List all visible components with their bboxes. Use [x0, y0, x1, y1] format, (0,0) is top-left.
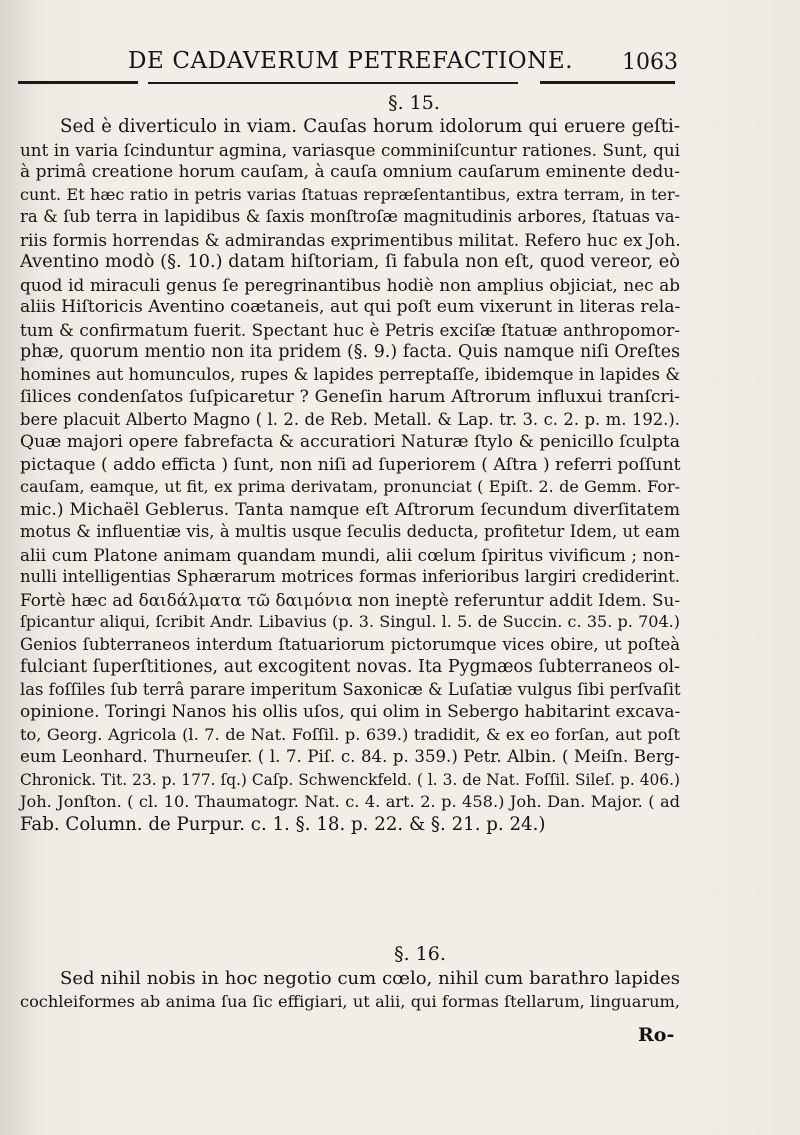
section-15-text	[20, 116, 680, 836]
text-line: bere placuit Alberto Magno ( l. 2. de Reb. Metall. & Lap. tr. 3. c. 2. p. m. 192.).	[20, 409, 680, 429]
page-number: 1063	[622, 50, 678, 75]
text-line: ſilices condenſatos ſuſpicaretur ? Geneſin harum Aſtrorum influxui tranſcri-	[20, 387, 680, 407]
header-rule-middle	[148, 82, 518, 84]
running-title: DE CADAVERUM PETREFACTIONE.	[128, 48, 574, 74]
text-line: nulli intelligentias Sphærarum motrices formas inferioribus largiri crediderint.	[20, 567, 680, 586]
text-line: ra & ſub terra in lapidibus & ſaxis monſtroſæ magnitudinis arbores, ſtatuas va-	[20, 207, 680, 226]
text-line: tum & confirmatum fuerit. Spectant huc è Petris exciſæ ſtatuæ anthropomor-	[20, 319, 680, 340]
text-line: Sed è diverticulo in viam. Cauſas horum idolorum qui eruere geſti-	[60, 116, 680, 137]
text-line: cochleiformes ab anima ſua ſic effigiari, ut alii, qui formas ſtellarum, linguarum,	[20, 991, 680, 1011]
section-heading-15: §. 15.	[388, 92, 440, 114]
text-line: à primâ creatione horum cauſam, à cauſa omnium cauſarum eminente dedu-	[20, 162, 680, 182]
section-heading-16: §. 16.	[394, 943, 446, 965]
text-line: phæ, quorum mentio non ita pridem (§. 9.) facta. Quis namque niſi Oreſtes	[20, 342, 680, 362]
text-line: opinione. Toringi Nanos his ollis uſos, qui olim in Sebergo habitarint excava-	[20, 702, 681, 722]
text-line: cunt. Et hæc ratio in petris varias ſtatuas repræſentantibus, extra terram, in ter-	[20, 184, 680, 204]
header-rule-right	[540, 81, 675, 84]
page-header	[0, 44, 800, 88]
text-line: fulciant ſuperſtitiones, aut excogitent novas. Ita Pygmæos ſubterraneos ol-	[20, 657, 680, 677]
text-line: mic.) Michaël Geblerus. Tanta namque eſt Aſtrorum ſecundum diverſitatem	[20, 499, 680, 520]
text-line: unt in varia ſcinduntur agmina, variasque comminiſcuntur rationes. Sunt, qui	[20, 139, 680, 160]
text-line: las foſſiles ſub terrâ parare imperitum Saxonicæ & Luſatiæ vulgus ſibi perſvaſit	[20, 679, 681, 699]
text-line: Sed nihil nobis in hoc negotio cum cœlo, nihil cum barathro lapides	[60, 968, 680, 989]
text-line: Fab. Column. de Purpur. c. 1. §. 18. p. 22. & §. 21. p. 24.)	[20, 813, 546, 835]
text-line: pictaque ( addo efficta ) ſunt, non niſi ad ſuperiorem ( Aſtra ) referri poſſunt	[20, 454, 681, 475]
text-line: Genios ſubterraneos interdum ſtatuariorum pictorumque vices obire, ut poſteà	[20, 634, 680, 654]
text-line: riis formis horrendas & admirandas exprimentibus militat. Refero huc ex Joh.	[20, 229, 681, 250]
text-line: Fortè hæc ad δαιδάλματα τῶ δαιμόνια non ineptè referuntur addit Idem. Su-	[20, 589, 680, 610]
text-line: ſpicantur aliqui, ſcribit Andr. Libavius (p. 3. Singul. l. 5. de Succin. c. 35. p. 704.)	[20, 612, 680, 631]
text-line: aliis Hiſtoricis Aventino coætaneis, aut qui poſt eum vixerunt in literas rela-	[20, 297, 681, 317]
text-line: Quæ majori opere fabrefacta & accuratiori Naturæ ſtylo & penicillo ſculpta	[20, 432, 680, 452]
text-line: quod id miraculi genus ſe peregrinantibus hodiè non amplius objiciat, nec ab	[20, 274, 680, 295]
text-line: motus & influentiæ vis, à multis usque ſeculis deducta, profitetur Idem, ut eam	[20, 522, 680, 541]
text-line: eum Leonhard. Thurneuſer. ( l. 7. Piſ. c. 84. p. 359.) Petr. Albin. ( Meiſn. Berg-	[20, 747, 680, 766]
catchword: Ro-	[638, 1024, 675, 1046]
text-line: Aventino modò (§. 10.) datam hiſtoriam, ſi fabula non eſt, quod vereor, eò	[20, 251, 680, 272]
text-line: homines aut homunculos, rupes & lapides perreptaſſe, ibidemque in lapides &	[20, 364, 681, 384]
header-rule-left	[18, 81, 138, 84]
text-line: Chronick. Tit. 23. p. 177. ſq.) Caſp. Schwenckfeld. ( l. 3. de Nat. Foſſil. Sileſ. p. 406.)	[20, 770, 680, 789]
text-line: alii cum Platone animam quandam mundi, alii cœlum ſpiritus vivificum ; non-	[20, 544, 680, 565]
text-line: to, Georg. Agricola (l. 7. de Nat. Foſſil. p. 639.) tradidit, & ex eo forſan, aut poſt	[20, 724, 680, 744]
text-line: cauſam, eamque, ut fit, ex prima derivatam, pronunciat ( Epiſt. 2. de Gemm. For-	[20, 477, 680, 496]
text-line: Joh. Jonſton. ( cl. 10. Thaumatogr. Nat. c. 4. art. 2. p. 458.) Joh. Dan. Major. ( ad	[20, 792, 680, 811]
section-16-text	[20, 968, 680, 1013]
